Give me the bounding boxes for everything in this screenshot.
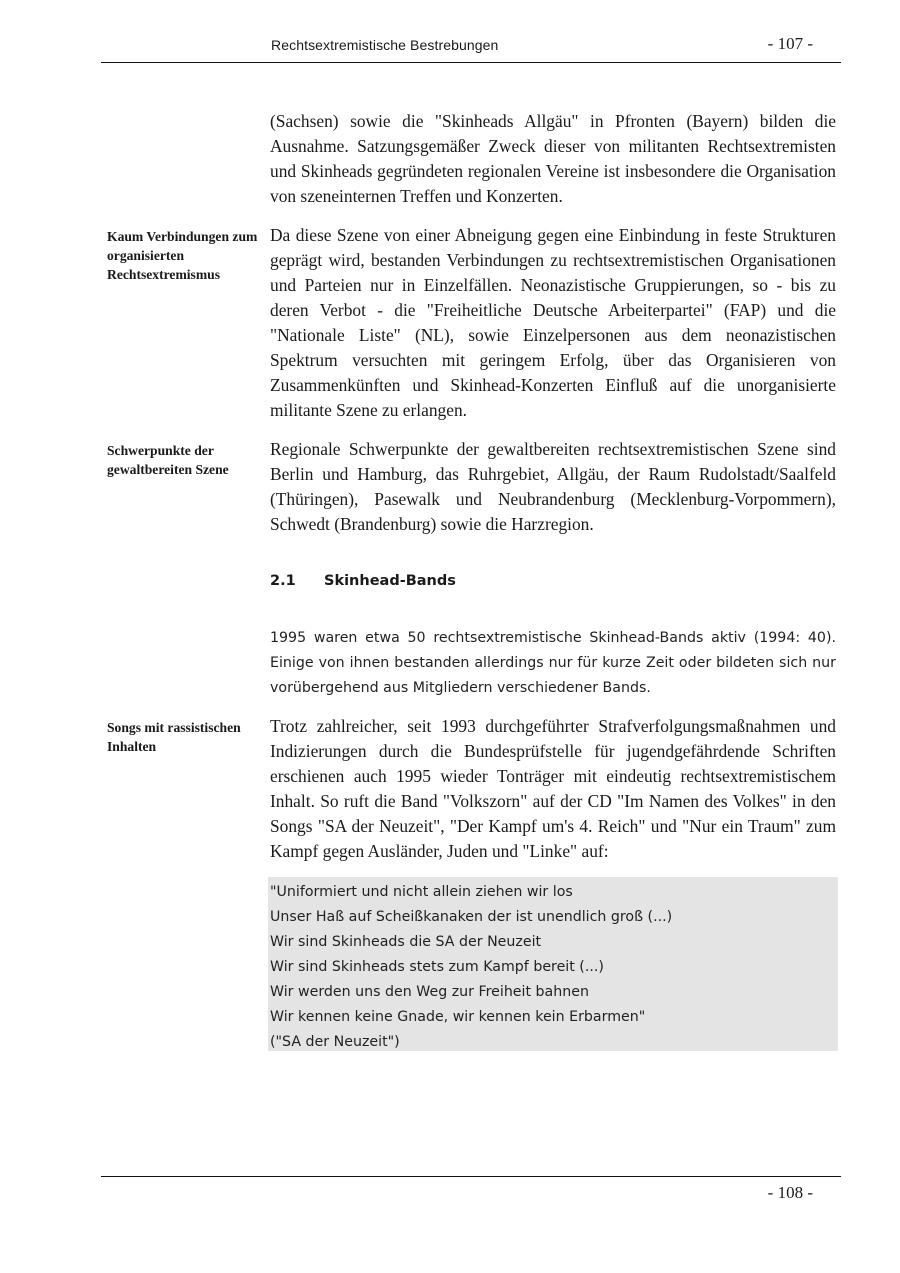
quote-line: "Uniformiert und nicht allein ziehen wir los [270, 884, 573, 900]
quote-source: ("SA der Neuzeit") [270, 1034, 400, 1050]
quote-line: Wir sind Skinheads die SA der Neuzeit [270, 934, 542, 950]
quote-line: Wir kennen keine Gnade, wir kennen kein Erbarmen" [270, 1009, 646, 1025]
quote-line: Wir sind Skinheads stets zum Kampf bereit (...) [270, 959, 604, 975]
paragraph-schwerpunkte: Regionale Schwerpunkte der gewaltbereiten rechtsextremistischen Szene sind Berlin und Hamburg, das Ruhrgebiet, Allgäu, der Raum Rudolstadt/Saalfeld (Thüringen), Pasewalk und Neubrandenburg (Mecklenburg-Vorpommern), Schwedt (Brandenburg) sowie die Harzregion. [270, 439, 836, 534]
footer-page-number: - 108 - [767, 1183, 813, 1202]
paragraph-bands: 1995 waren etwa 50 rechtsextremistische Skinhead-Bands aktiv (1994: 40). Einige von ihnen bestanden allerdings nur für kurze Zeit oder bildeten sich nur vorübergehend aus Mitgliedern verschiedener Bands. [270, 630, 836, 696]
section-number: 2.1 [270, 573, 296, 589]
paragraph-songs: Trotz zahlreicher, seit 1993 durchgeführter Strafverfolgungsmaßnahmen und Indizierungen durch die Bundesprüfstelle für jugendgefährdende Schriften erschienen auch 1995 wieder Tonträger mit eindeutig rechtsextremistischem Inhalt. So ruft die Band "Volkszorn" auf der CD "Im Namen des Volkes" in den Songs "SA der Neuzeit", "Der Kampf um's 4. Reich" und "Nur ein Traum" zum Kampf gegen Ausländer, Juden und "Linke" auf: [270, 716, 836, 861]
page-header [101, 34, 841, 63]
page-footer [101, 1176, 841, 1202]
sidenote-schwerpunkte: Schwerpunkte der gewaltbereiten Szene [107, 443, 229, 477]
paragraph-continued: (Sachsen) sowie die "Skinheads Allgäu" in Pfronten (Bayern) bilden die Ausnahme. Satzungsgemäßer Zweck dieser von militanten Rechtsextremisten und Skinheads gegründeten regionalen Vereine ist insbesondere die Organisation von szeneinternen Treffen und Konzerten. [270, 111, 836, 206]
song-quote-block [268, 877, 838, 1051]
sidenote-songs: Songs mit rassistischen Inhalten [107, 720, 241, 754]
header-page-number: - 107 - [767, 34, 813, 53]
sidenote-verbindungen: Kaum Verbindungen zum organisierten Rechtsextremismus [107, 229, 258, 282]
quote-line: Wir werden uns den Weg zur Freiheit bahnen [270, 984, 589, 1000]
section-heading [270, 573, 456, 589]
running-title: Rechtsextremistische Bestrebungen [271, 37, 499, 53]
section-title: Skinhead-Bands [324, 573, 456, 589]
quote-line: Unser Haß auf Scheißkanaken der ist unendlich groß (...) [270, 909, 673, 925]
paragraph-verbindungen: Da diese Szene von einer Abneigung gegen eine Einbindung in feste Strukturen geprägt wird, bestanden Verbindungen zu rechtsextremistischen Organisationen und Parteien nur in Einzelfällen. Neonazistische Gruppierungen, so - bis zu deren Verbot - die "Freiheitliche Deutsche Arbeiterpartei" (FAP) und die "Nationale Liste" (NL), sowie Einzelpersonen aus dem neonazistischen Spektrum versuchten mit geringem Erfolg, über das Organisieren von Zusammenkünften und Skinhead-Konzerten Einfluß auf die unorganisierte militante Szene zu erlangen. [270, 225, 836, 420]
